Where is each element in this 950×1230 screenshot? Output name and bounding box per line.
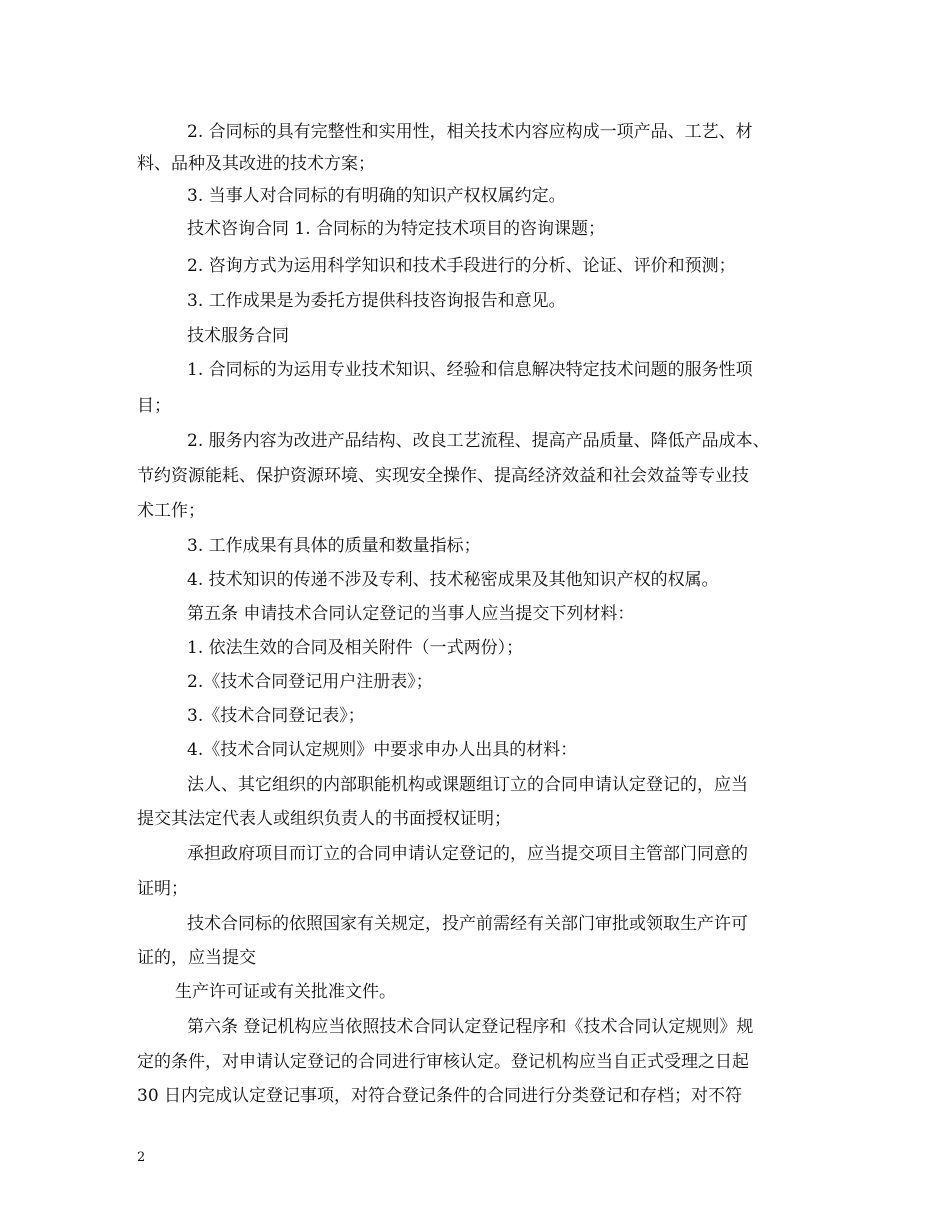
text-line: 技术合同标的依照国家有关规定，投产前需经有关部门审批或领取生产许可 <box>187 914 748 934</box>
text-line: 第六条 登记机构应当依照技术合同认定登记程序和《技术合同认定规则》规 <box>187 1017 754 1037</box>
text-line: 定的条件，对申请认定登记的合同进行审核认定。登记机构应当自正式受理之日起 <box>137 1052 749 1072</box>
text-line: 4. 技术知识的传递不涉及专利、技术秘密成果及其他知识产权的权属。 <box>187 570 719 590</box>
text-line: 30 日内完成认定登记事项，对符合登记条件的合同进行分类登记和存档；对不符 <box>137 1086 743 1106</box>
text-line: 3. 工作成果有具体的质量和数量指标； <box>187 536 481 556</box>
text-line: 节约资源能耗、保护资源环境、实现安全操作、提高经济效益和社会效益等专业技 <box>137 466 749 486</box>
text-line: 承担政府项目而订立的合同申请认定登记的，应当提交项目主管部门同意的 <box>187 844 748 864</box>
text-line: 生产许可证或有关批准文件。 <box>175 982 396 1002</box>
text-line: 3. 工作成果是为委托方提供科技咨询报告和意见。 <box>187 291 566 311</box>
text-line: 术工作； <box>137 501 205 521</box>
text-line: 技术服务合同 <box>187 326 289 346</box>
text-line: 2. 服务内容为改进产品结构、改良工艺流程、提高产品质量、降低产品成本、 <box>187 431 770 451</box>
text-line: 2. 合同标的具有完整性和实用性，相关技术内容应构成一项产品、工艺、材 <box>187 122 753 142</box>
text-line: 法人、其它组织的内部职能机构或课题组订立的合同申请认定登记的，应当 <box>187 775 748 795</box>
text-line: 2. 咨询方式为运用科学知识和技术手段进行的分析、论证、评价和预测； <box>187 256 736 276</box>
text-line: 1. 依法生效的合同及相关附件（一式两份）； <box>187 638 524 658</box>
text-line: 1. 合同标的为运用专业技术知识、经验和信息解决特定技术问题的服务性项 <box>187 360 753 380</box>
text-line: 4.《技术合同认定规则》中要求申办人出具的材料： <box>187 740 578 760</box>
page-number: 2 <box>137 1150 146 1165</box>
text-line: 目； <box>137 396 171 416</box>
text-line: 3.《技术合同登记表》； <box>187 706 365 726</box>
text-line: 第五条 申请技术合同认定登记的当事人应当提交下列材料： <box>187 604 635 624</box>
text-line: 3. 当事人对合同标的有明确的知识产权权属约定。 <box>187 186 566 206</box>
text-line: 2.《技术合同登记用户注册表》； <box>187 672 433 692</box>
text-line: 技术咨询合同 1. 合同标的为特定技术项目的咨询课题； <box>187 219 606 239</box>
text-line: 提交其法定代表人或组织负责人的书面授权证明； <box>137 809 511 829</box>
text-line: 料、品种及其改进的技术方案； <box>137 154 375 174</box>
text-line: 证明； <box>137 879 188 899</box>
text-line: 证的，应当提交 <box>137 948 256 968</box>
